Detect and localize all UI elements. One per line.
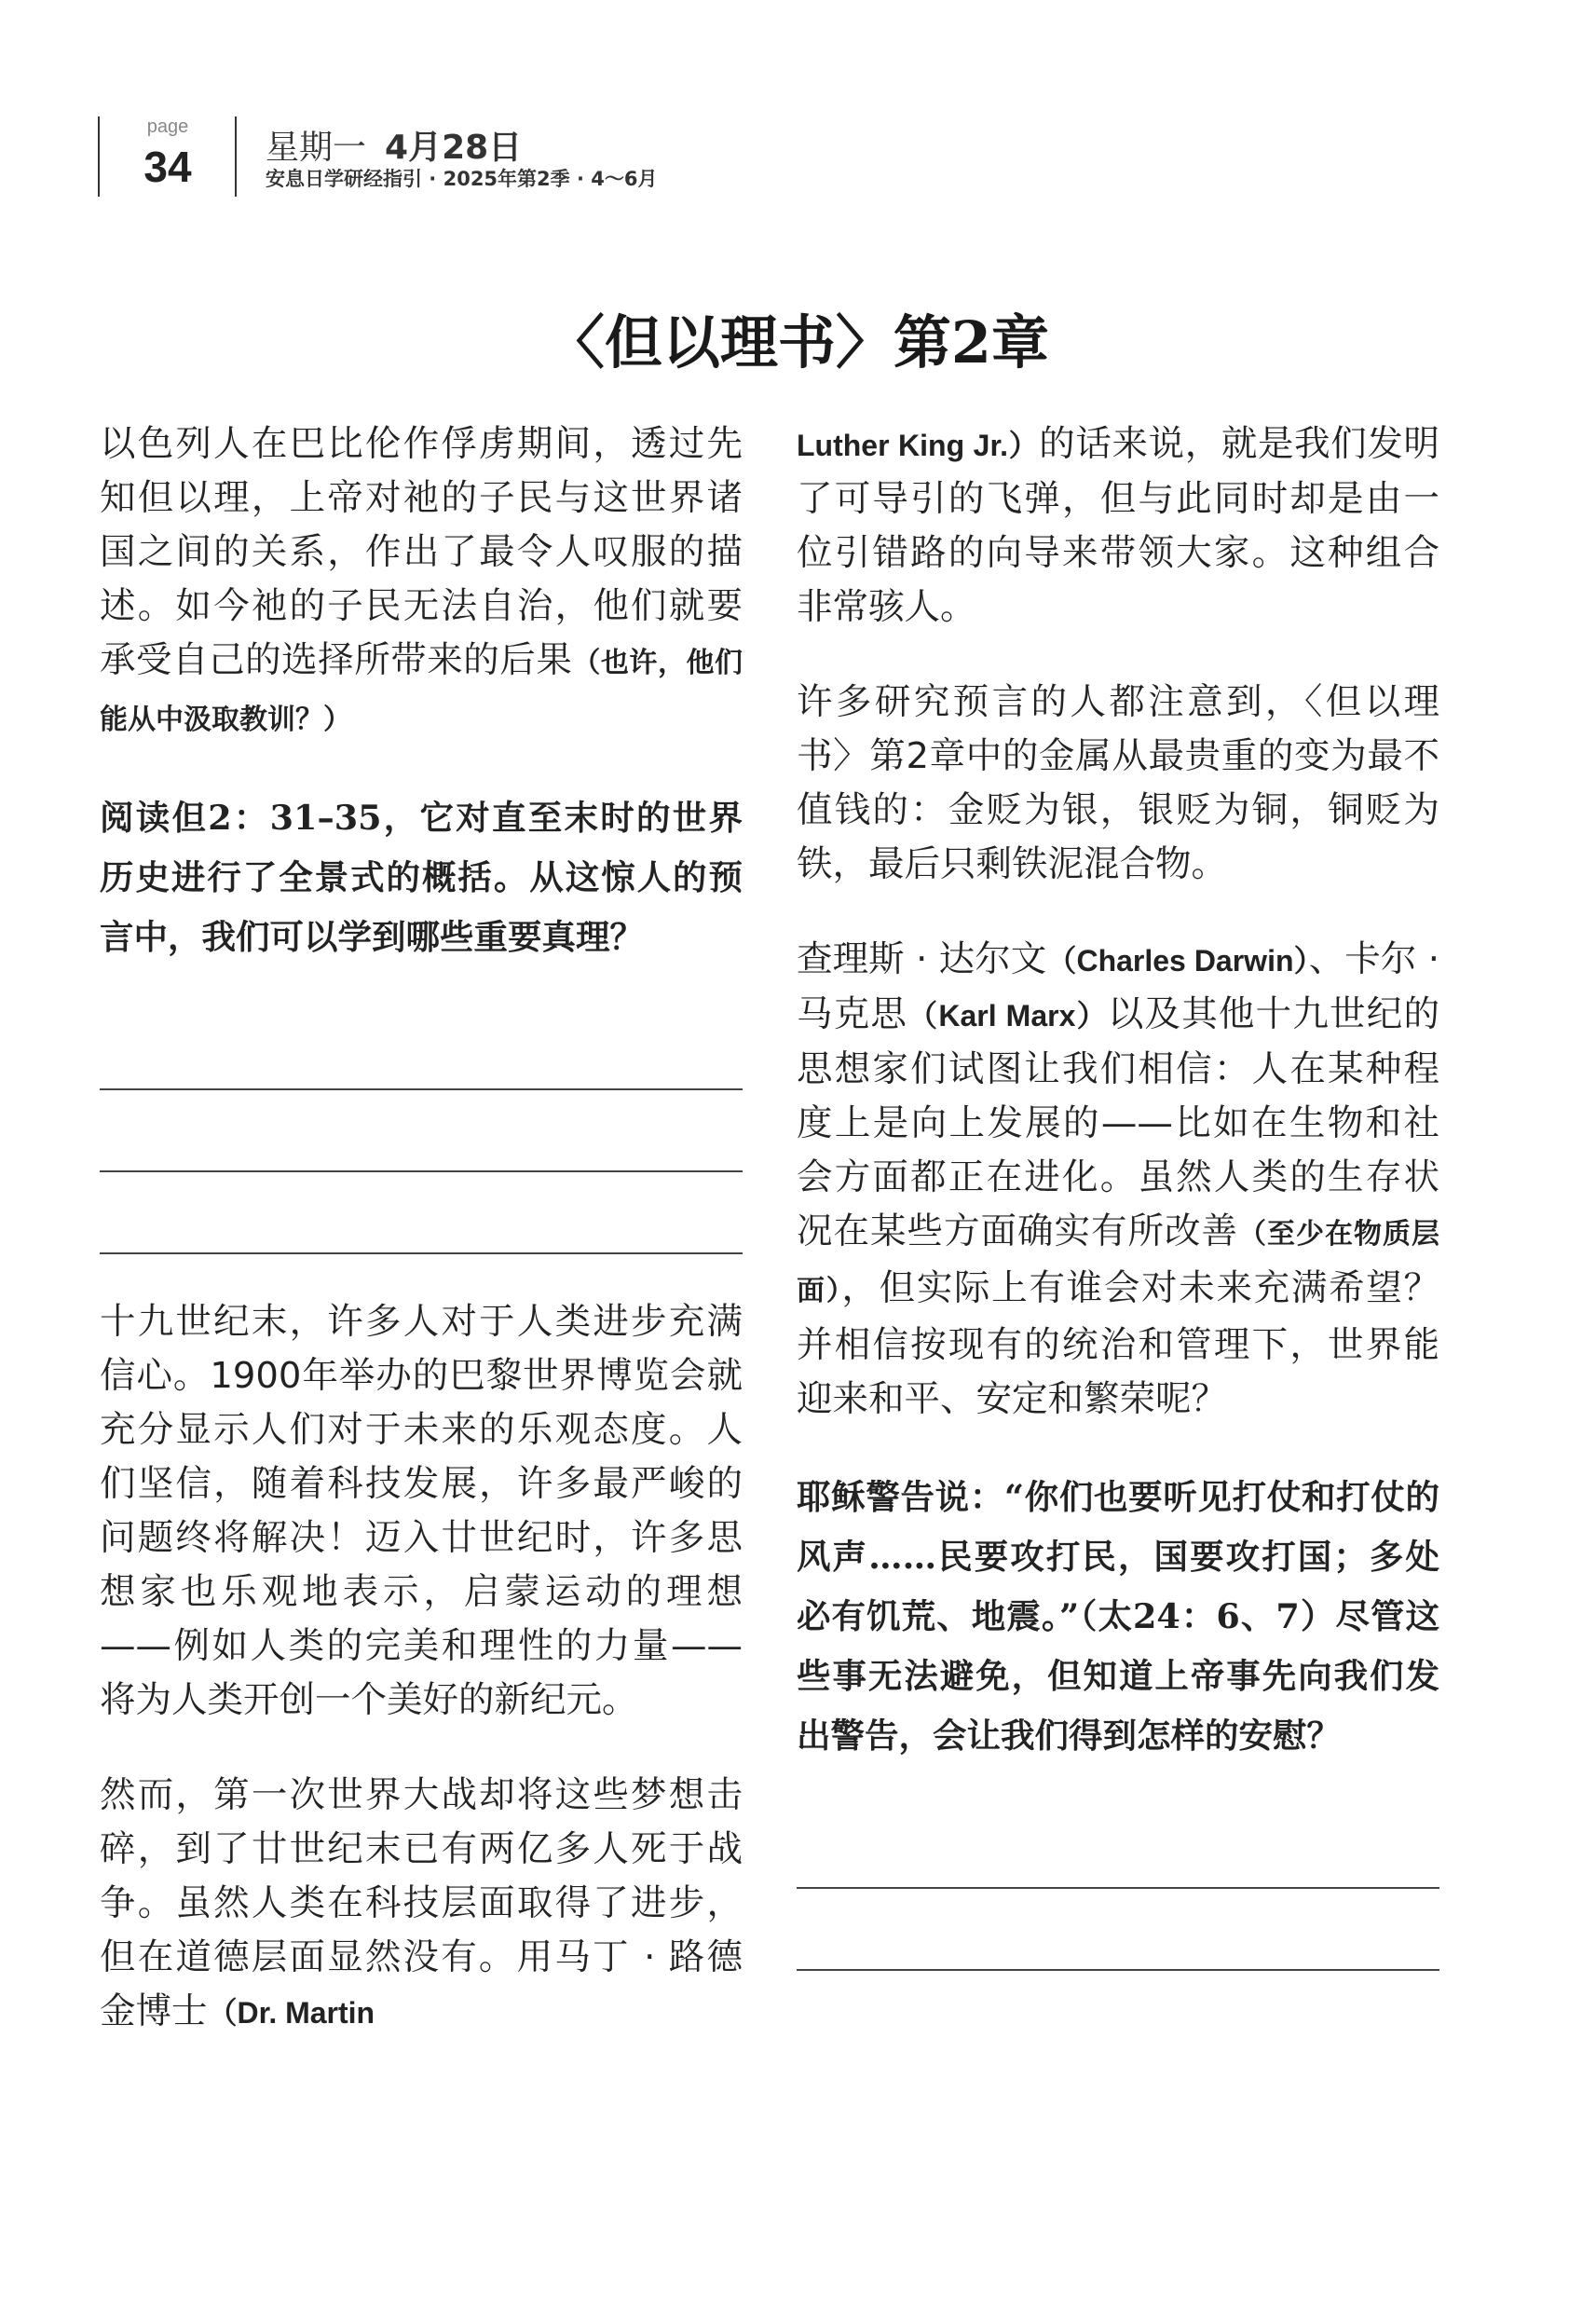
paragraph-war-continued (797, 417, 1439, 635)
weekday: 星期一 (266, 129, 367, 167)
question-1: 阅读但2：31–35，它对直至末时的世界历史进行了全景式的概括。从这惊人的预言中，我们可以学到哪些重要真理？ (100, 798, 743, 957)
paragraph-war (100, 1769, 743, 2040)
paragraph-thinkers-note: （至少在物质层面） (797, 1218, 1439, 1307)
header-date-line (266, 121, 522, 169)
header-left-rule (98, 116, 100, 197)
paragraph-metals: 许多研究预言的人都注意到，〈但以理书〉第2章中的金属从最贵重的变为最不值钱的：金贬为银，银贬为铜，铜贬为铁，最后只剩铁泥混合物。 (797, 681, 1439, 885)
answer-line[interactable] (100, 1090, 743, 1172)
paragraph-thinkers-d: ，但实际上有谁会对未来充满希望？并相信按现有的统治和管理下，世界能迎来和平、安定和繁荣呢？ (797, 1267, 1439, 1420)
page-label: page (146, 116, 189, 137)
answer-line[interactable] (100, 1008, 743, 1090)
paragraph-thinkers-b: 、卡尔 · 马克思 (797, 938, 1439, 1035)
page-number: 34 (143, 143, 192, 191)
paragraph-intro-text: 以色列人在巴比伦作俘虏期间，透过先知但以理，上帝对祂的子民与这世界诸国之间的关系，作出了最令人叹服的描述。如今祂的子民无法自治，他们就要承受自己的选择所带来的后果 (100, 423, 743, 681)
header-subtitle: 安息日学研经指引 · 2025年第2季 · 4～6月 (266, 168, 658, 190)
paragraph-progress: 十九世纪末，许多人对于人类进步充满信心。1900年举办的巴黎世界博览会就充分显示人们对于未来的乐观态度。人们坚信，随着科技发展，许多最严峻的问题终将解决！迈入廿世纪时，许多思想家也乐观地表示，启蒙运动的理想——例如人类的完美和理性的力量——将为人类开创一个美好的新纪元。 (100, 1301, 743, 1721)
answer-line[interactable] (797, 1807, 1439, 1889)
answer-lines-2[interactable] (797, 1807, 1439, 1971)
right-column (797, 417, 1439, 2012)
paragraph-intro-note: （也许，他们能从中汲取教训？） (100, 647, 743, 736)
paragraph-war-text: 然而，第一次世界大战却将这些梦想击碎，到了廿世纪末已有两亿多人死于战争。虽然人类在科技层面取得了进步，但在道德层面显然没有。用马丁 · 路德金博士 (100, 1774, 743, 2032)
paragraph-war-english: （Dr. Martin (207, 1996, 375, 2030)
question-2: 耶稣警告说：“你们也要听见打仗和打仗的风声……民要攻打民，国要攻打国；多处必有饥荒、地震。”（太24：6、7）尽管这些事无法避免，但知道上帝事先向我们发出警告，会让我们得到怎样的安慰？ (797, 1477, 1439, 1756)
paragraph-war-continued-english: Luther King Jr.） (797, 429, 1040, 462)
paragraph-war-continued-text: 的话来说，就是我们发明了可导引的飞弹，但与此同时却是由一位引错路的向导来带领大家。这种组合非常骇人。 (797, 423, 1439, 628)
date: 4月28日 (385, 129, 523, 167)
answer-line[interactable] (100, 1172, 743, 1254)
paragraph-intro (100, 417, 743, 747)
paragraph-thinkers-a: 查理斯 · 达尔文 (797, 938, 1047, 980)
left-column (100, 417, 743, 2081)
paragraph-thinkers (797, 933, 1439, 1427)
answer-lines-1[interactable] (100, 1008, 743, 1254)
header-divider-rule (235, 116, 237, 197)
paragraph-thinkers-english-2: （Karl Marx） (907, 999, 1108, 1032)
page-title: 〈但以理书〉第2章 (546, 308, 1050, 376)
paragraph-thinkers-english-1: （Charles Darwin） (1046, 944, 1309, 978)
answer-line[interactable] (797, 1889, 1439, 1971)
paragraph-thinkers-c: 以及其他十九世纪的思想家们试图让我们相信：人在某种程度上是向上发展的——比如在生物和社会方面都正在进化。虽然人类的生存状况在某些方面确实有所改善 (797, 993, 1439, 1252)
